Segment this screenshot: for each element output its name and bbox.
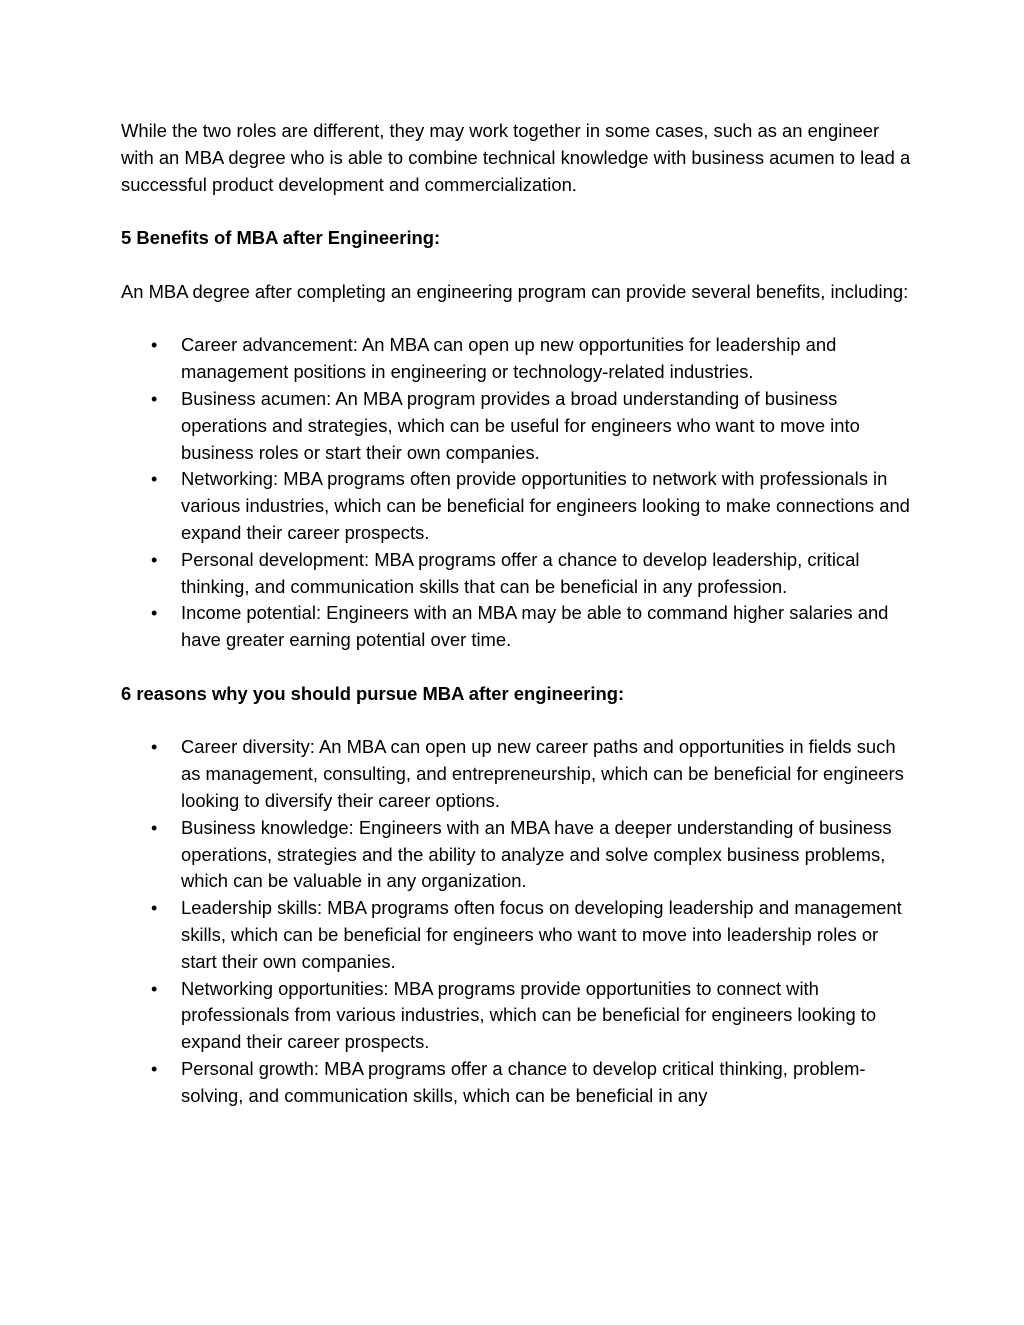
reasons-list xyxy=(121,734,911,1109)
section-heading-benefits: 5 Benefits of MBA after Engineering: xyxy=(121,227,441,249)
document-page xyxy=(121,118,911,1136)
bullet-icon: • xyxy=(151,388,158,409)
bullet-icon: • xyxy=(151,469,158,490)
list-item xyxy=(121,815,911,895)
bullet-icon: • xyxy=(151,603,158,624)
bullet-icon: • xyxy=(151,898,158,919)
list-item-text: Personal growth: MBA programs offer a chance to develop critical thinking, problem-solving, and communication skills, which can be beneficial in any xyxy=(181,1057,866,1106)
list-item-text: Personal development: MBA programs offer a chance to develop leadership, critical thinking, and communication skills that can be beneficial in any profession. xyxy=(181,548,860,597)
list-item-text: Business acumen: An MBA program provides a broad understanding of business operations and strategies, which can be useful for engineers who want to move into business roles or start their own companies. xyxy=(181,387,860,463)
bullet-icon: • xyxy=(151,1058,158,1079)
bullet-icon: • xyxy=(151,549,158,570)
bullet-icon: • xyxy=(151,737,158,758)
intro-paragraph: While the two roles are different, they may work together in some cases, such as an engineer with an MBA degree who is able to combine technical knowledge with business acumen to lead a successful product development and commercialization. xyxy=(121,120,911,195)
list-item xyxy=(121,547,911,601)
list-item-text: Networking opportunities: MBA programs provide opportunities to connect with professionals from various industries, which can be beneficial for engineers looking to expand their career prospects. xyxy=(181,977,877,1053)
bullet-icon: • xyxy=(151,817,158,838)
benefits-list xyxy=(121,332,911,654)
list-item-text: Income potential: Engineers with an MBA may be able to command higher salaries and have greater earning potential over time. xyxy=(181,602,889,651)
list-item xyxy=(121,976,911,1056)
list-item-text: Career diversity: An MBA can open up new career paths and opportunities in fields such as management, consulting, and entrepreneurship, which can be beneficial for engineers looking to diversify their career options. xyxy=(181,736,904,811)
list-item-text: Leadership skills: MBA programs often focus on developing leadership and management skills, which can be beneficial for engineers who want to move into leadership roles or start their own companies. xyxy=(181,897,902,972)
list-item xyxy=(121,332,911,386)
list-item-text: Business knowledge: Engineers with an MBA have a deeper understanding of business operations, strategies and the ability to analyze and solve complex business problems, which can be valuable in any organization. xyxy=(181,816,892,892)
bullet-icon: • xyxy=(151,335,158,356)
list-item xyxy=(121,1056,911,1110)
list-item xyxy=(121,734,911,814)
section-heading-reasons: 6 reasons why you should pursue MBA after engineering: xyxy=(121,682,625,704)
list-item-text: Networking: MBA programs often provide opportunities to network with professionals in various industries, which can be beneficial for engineers looking to make connections and expand their career prospects. xyxy=(181,468,910,543)
benefits-lead-paragraph: An MBA degree after completing an engineering program can provide several benefits, including: xyxy=(121,280,909,302)
list-item xyxy=(121,466,911,546)
list-item xyxy=(121,895,911,975)
list-item xyxy=(121,386,911,466)
bullet-icon: • xyxy=(151,978,158,999)
list-item xyxy=(121,600,911,654)
list-item-text: Career advancement: An MBA can open up new opportunities for leadership and management positions in engineering or technology-related industries. xyxy=(181,334,837,383)
